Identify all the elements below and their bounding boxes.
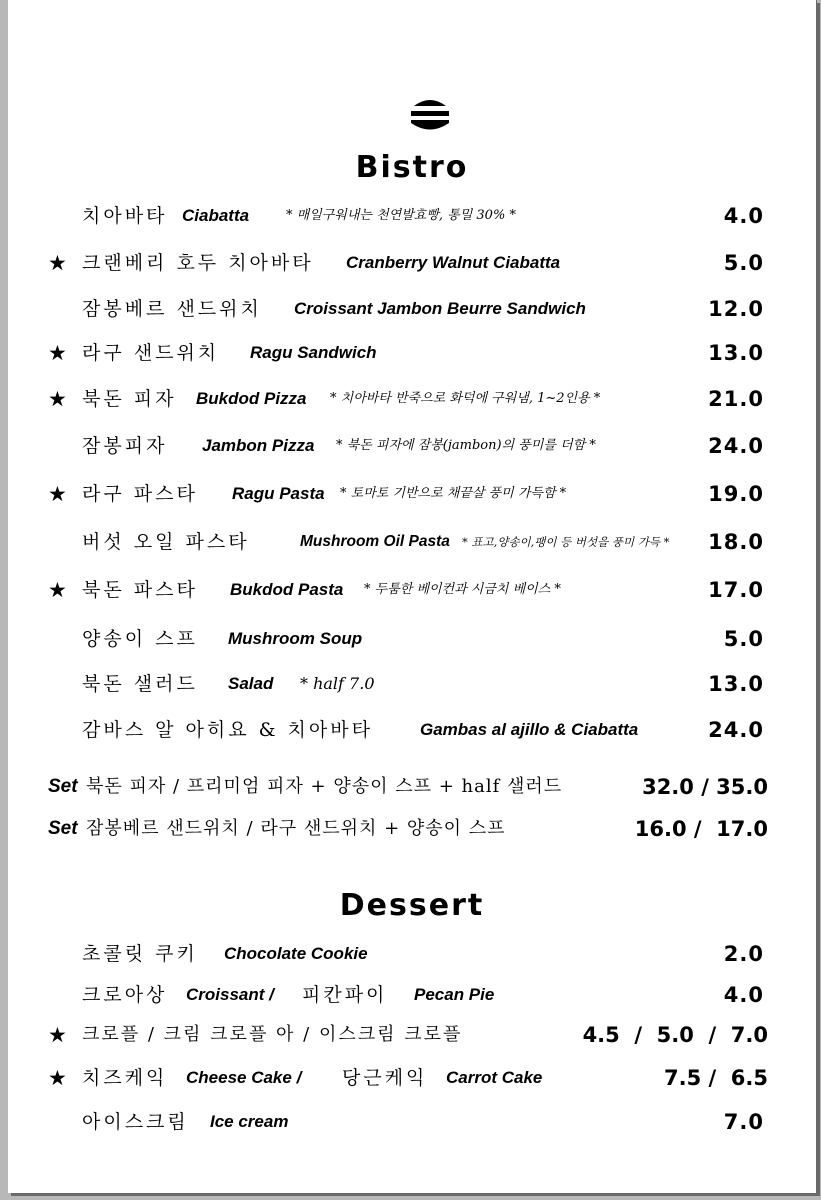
star-icon: ★ (48, 341, 67, 365)
item-price: 17.0 (708, 578, 764, 602)
item-name-en-2: Pecan Pie (414, 985, 495, 1004)
item-name-kr: 북돈 피자 (82, 388, 177, 410)
menu-item (8, 199, 816, 233)
item-name-kr: 양송이 스프 (82, 628, 198, 650)
item-note: * 표고,양송이,팽이 등 버섯을 풍미 가득 * (462, 535, 670, 549)
menu-item (8, 622, 816, 656)
item-price: 2.0 (723, 942, 764, 966)
item-price: 12.0 (708, 297, 764, 321)
item-note: * 토마토 기반으로 채끝살 풍미 가득함 * (340, 486, 567, 501)
item-price: 5.0 (723, 627, 764, 651)
menu-item (8, 1061, 816, 1095)
item-name-kr: 치아바타 (82, 205, 168, 227)
item-name-en: Ciabatta (182, 206, 250, 225)
set-description: 북돈 피자 / 프리미엄 피자 + 양송이 스프 + half 샐러드 (86, 776, 563, 797)
item-note: * 북돈 피자에 잠봉(jambon)의 풍미를 더함 * (336, 438, 596, 453)
item-name-en: Ragu Sandwich (250, 343, 377, 362)
item-name-kr: 크로아상 (82, 984, 168, 1006)
item-price: 5.0 (723, 251, 764, 275)
item-name-kr: 아이스크림 (82, 1111, 189, 1133)
item-name-en: Mushroom Soup (228, 629, 363, 648)
item-price: 24.0 (708, 718, 764, 742)
item-name-en: Croissant / (186, 985, 274, 1004)
menu-item (8, 246, 816, 280)
item-name-en: Mushroom Oil Pasta (300, 533, 450, 550)
item-price: 13.0 (708, 672, 764, 696)
item-name-en: Ice cream (210, 1112, 289, 1131)
stacked-arcs-logo-icon (408, 96, 452, 132)
item-name-en: Cheese Cake / (186, 1068, 302, 1087)
item-price: 4.0 (723, 204, 764, 228)
item-name-kr-2: 피칸파이 (302, 984, 388, 1006)
menu-item (8, 937, 816, 971)
item-price: 7.0 (723, 1110, 764, 1134)
item-name-en: Cranberry Walnut Ciabatta (346, 253, 561, 272)
star-icon: ★ (48, 387, 67, 411)
menu-item (8, 525, 816, 559)
item-name-kr: 버섯 오일 파스타 (82, 531, 250, 553)
item-name-en: Bukdod Pizza (196, 389, 307, 408)
item-name-en: Bukdod Pasta (230, 580, 344, 599)
menu-item (8, 978, 816, 1012)
item-name-kr: 북돈 파스타 (82, 579, 198, 601)
item-note: * half 7.0 (300, 674, 375, 693)
star-icon: ★ (48, 251, 67, 275)
star-icon: ★ (48, 1066, 67, 1090)
item-price: 7.5 / 6.5 (663, 1066, 768, 1090)
menu-item (8, 1018, 816, 1052)
item-price: 21.0 (708, 387, 764, 411)
item-name-kr: 초콜릿 쿠키 (82, 943, 198, 965)
menu-item (8, 713, 816, 747)
item-name-en: Gambas al ajillo & Ciabatta (420, 720, 639, 739)
item-name-en: Ragu Pasta (232, 484, 325, 503)
menu-page (8, 0, 817, 1193)
bistro-section-title: Bistro (355, 150, 469, 185)
star-icon: ★ (48, 578, 67, 602)
item-note: * 매일구워내는 천연발효빵, 통밀 30% * (286, 208, 516, 223)
menu-item (8, 573, 816, 607)
item-price: 13.0 (708, 341, 764, 365)
menu-item (8, 429, 816, 463)
item-name-kr-2: 당근케익 (342, 1067, 428, 1089)
item-name-en-2: Carrot Cake (446, 1068, 543, 1087)
item-price: 19.0 (708, 482, 764, 506)
set-menu-item (8, 770, 816, 804)
item-name-kr: 라구 파스타 (82, 483, 198, 505)
item-note: * 치아바타 반죽으로 화덕에 구워냄, 1~2인용 * (330, 391, 601, 406)
menu-item (8, 477, 816, 511)
set-menu-item (8, 812, 816, 846)
star-icon: ★ (48, 1023, 67, 1047)
item-name-kr: 라구 샌드위치 (82, 342, 220, 364)
star-icon: ★ (48, 482, 67, 506)
item-price: 18.0 (708, 530, 764, 554)
menu-item (8, 336, 816, 370)
item-note: * 두툼한 베이컨과 시금치 베이스 * (364, 582, 561, 597)
item-name-en: Salad (228, 674, 274, 693)
dessert-section-title: Dessert (339, 888, 485, 923)
item-price: 4.5 / 5.0 / 7.0 (582, 1023, 768, 1047)
menu-item (8, 1105, 816, 1139)
set-label: Set (48, 776, 78, 797)
item-name-kr: 치즈케익 (82, 1067, 168, 1089)
item-name-kr: 크랜베리 호두 치아바타 (82, 252, 314, 274)
item-name-en: Chocolate Cookie (224, 944, 368, 963)
menu-item (8, 667, 816, 701)
item-price: 4.0 (723, 983, 764, 1007)
item-price: 24.0 (708, 434, 764, 458)
menu-item (8, 382, 816, 416)
item-name-kr: 감바스 알 아히요 & 치아바타 (82, 719, 373, 741)
set-label: Set (48, 818, 78, 839)
set-description: 잠봉베르 샌드위치 / 라구 샌드위치 + 양송이 스프 (86, 818, 506, 839)
item-name-en: Croissant Jambon Beurre Sandwich (294, 299, 586, 318)
set-price: 16.0 / 17.0 (634, 817, 768, 841)
item-name-kr: 북돈 샐러드 (82, 673, 198, 695)
set-price: 32.0 / 35.0 (642, 775, 768, 799)
item-name-en: Jambon Pizza (202, 436, 315, 455)
item-name-kr: 잠봉피자 (82, 435, 168, 457)
menu-item (8, 292, 816, 326)
item-name-kr: 크로플 / 크림 크로플 아 / 이스크림 크로플 (82, 1024, 463, 1045)
item-name-kr: 잠봉베르 샌드위치 (82, 298, 262, 320)
